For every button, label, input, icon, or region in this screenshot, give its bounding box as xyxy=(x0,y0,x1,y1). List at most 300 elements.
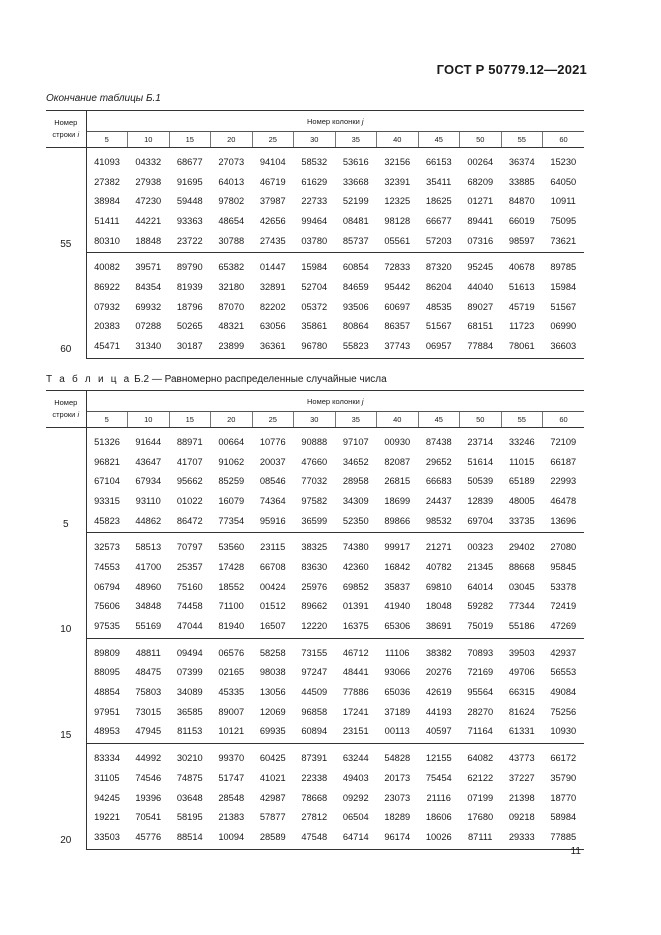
random-number-cell: 44040 xyxy=(467,281,494,292)
column-number-header: Номер колонки j xyxy=(86,111,584,132)
random-number-cell: 15984 xyxy=(550,281,577,292)
random-number-cell: 24437 xyxy=(425,495,452,506)
table-row xyxy=(46,191,584,211)
table-row xyxy=(46,253,584,277)
random-number-cell: 42937 xyxy=(550,647,577,658)
random-number-cell: 38691 xyxy=(418,616,460,638)
random-number-cell: 69935 xyxy=(252,722,294,744)
random-number-cell: 70541 xyxy=(135,812,162,823)
random-number-cell: 67934 xyxy=(135,476,162,487)
random-number-cell: 09292 xyxy=(342,792,369,803)
random-number-cell: 77884 xyxy=(460,336,502,358)
random-number-cell: 05372 xyxy=(301,301,328,312)
random-number-cell: 21271 xyxy=(425,542,452,553)
random-number-cell: 35411 xyxy=(426,176,452,187)
random-number-cell: 07316 xyxy=(460,231,502,253)
random-number-cell: 87438 xyxy=(425,436,452,447)
random-number-cell: 06504 xyxy=(342,812,369,823)
random-number-cell: 12155 xyxy=(425,753,452,764)
random-number-cell: 93363 xyxy=(176,215,203,226)
random-number-cell: 91062 xyxy=(218,456,245,467)
table-row xyxy=(46,491,584,511)
random-number-cell: 00664 xyxy=(218,436,245,447)
random-number-cell: 68151 xyxy=(467,321,494,332)
column-number: 45 xyxy=(418,132,460,148)
random-number-cell: 48960 xyxy=(135,581,162,592)
random-number-cell: 73015 xyxy=(135,706,162,717)
random-number-cell: 75160 xyxy=(176,581,203,592)
table-row xyxy=(46,616,584,638)
random-number-cell: 87391 xyxy=(301,753,328,764)
random-number-cell: 83630 xyxy=(301,561,328,572)
column-number: 60 xyxy=(543,132,585,148)
random-number-cell: 08481 xyxy=(342,215,369,226)
random-number-cell: 66187 xyxy=(550,456,577,467)
random-number-cell: 99370 xyxy=(218,753,245,764)
random-number-cell: 64082 xyxy=(467,753,494,764)
random-number-cell: 32156 xyxy=(384,156,411,167)
random-number-cell: 41021 xyxy=(259,772,286,783)
random-number-cell: 58195 xyxy=(176,812,203,823)
random-number-cell: 07288 xyxy=(135,321,162,332)
random-number-cell: 22733 xyxy=(301,196,328,207)
random-number-cell: 80310 xyxy=(86,231,128,253)
column-number: 5 xyxy=(86,132,128,148)
table-row xyxy=(46,827,584,849)
random-number-cell: 55823 xyxy=(335,336,377,358)
random-number-cell: 18606 xyxy=(425,812,452,823)
random-number-cell: 51614 xyxy=(467,456,494,467)
random-number-cell: 03648 xyxy=(176,792,203,803)
random-number-cell: 54828 xyxy=(384,753,411,764)
random-number-cell: 33503 xyxy=(86,827,128,849)
table-row xyxy=(46,452,584,472)
random-number-cell: 27938 xyxy=(135,176,162,187)
random-number-cell: 18848 xyxy=(128,231,170,253)
random-number-cell: 41700 xyxy=(135,561,162,572)
random-number-cell: 42987 xyxy=(259,792,286,803)
random-number-cell: 48953 xyxy=(86,722,128,744)
random-number-cell: 20173 xyxy=(384,772,411,783)
random-number-cell: 21345 xyxy=(467,561,494,572)
random-number-cell: 83334 xyxy=(94,753,120,764)
random-number-cell: 16842 xyxy=(384,561,411,572)
random-number-cell: 48854 xyxy=(94,687,120,698)
random-number-cell: 71164 xyxy=(460,722,502,744)
random-number-cell: 51567 xyxy=(550,301,577,312)
random-number-cell: 09494 xyxy=(176,647,203,658)
random-number-cell: 47945 xyxy=(128,722,170,744)
random-number-cell: 10121 xyxy=(211,722,253,744)
random-number-cell: 19396 xyxy=(135,792,162,803)
table1-caption: Окончание таблицы Б.1 xyxy=(46,93,161,104)
random-number-cell: 34309 xyxy=(342,495,369,506)
random-number-cell: 97535 xyxy=(86,616,128,638)
random-number-cell: 50539 xyxy=(467,476,494,487)
random-number-cell: 80864 xyxy=(342,321,369,332)
random-number-cell: 46478 xyxy=(550,495,577,506)
random-number-cell: 77032 xyxy=(301,476,328,487)
table-row xyxy=(46,788,584,808)
random-number-cell: 23151 xyxy=(335,722,377,744)
table-row xyxy=(46,638,584,662)
random-number-cell: 95916 xyxy=(252,511,294,533)
random-number-cell: 03780 xyxy=(294,231,336,253)
random-number-cell: 06957 xyxy=(418,336,460,358)
random-number-cell: 51613 xyxy=(508,281,535,292)
random-number-cell: 48441 xyxy=(342,667,369,678)
random-number-cell: 81153 xyxy=(169,722,211,744)
random-number-cell: 95442 xyxy=(384,281,411,292)
random-number-cell: 62122 xyxy=(467,772,494,783)
random-number-cell: 18048 xyxy=(425,601,452,612)
random-number-cell: 98038 xyxy=(259,667,286,678)
random-number-cell: 30187 xyxy=(169,336,211,358)
random-number-cell: 43773 xyxy=(508,753,535,764)
column-number: 60 xyxy=(543,412,585,428)
random-number-cell: 96174 xyxy=(377,827,419,849)
random-number-cell: 73621 xyxy=(543,231,585,253)
random-number-cell: 68209 xyxy=(467,176,494,187)
random-number-cell: 50265 xyxy=(176,321,203,332)
random-number-cell: 00424 xyxy=(259,581,286,592)
random-number-cell: 36599 xyxy=(294,511,336,533)
random-number-cell: 98597 xyxy=(501,231,543,253)
random-number-cell: 84354 xyxy=(135,281,162,292)
random-number-cell: 66677 xyxy=(425,215,452,226)
random-number-cell: 01271 xyxy=(467,196,494,207)
random-number-cell: 23899 xyxy=(211,336,253,358)
random-number-cell: 55169 xyxy=(128,616,170,638)
random-number-cell: 78668 xyxy=(301,792,328,803)
random-number-cell: 61629 xyxy=(301,176,328,187)
random-number-cell: 44992 xyxy=(135,753,162,764)
random-number-cell: 30788 xyxy=(211,231,253,253)
random-number-cell: 12220 xyxy=(294,616,336,638)
random-number-cell: 95564 xyxy=(467,687,494,698)
random-number-cell: 84659 xyxy=(342,281,369,292)
random-number-cell: 51411 xyxy=(94,215,120,226)
random-number-cell: 44862 xyxy=(128,511,170,533)
random-number-cell: 66708 xyxy=(259,561,286,572)
column-number: 15 xyxy=(169,412,211,428)
random-number-cell: 25976 xyxy=(301,581,328,592)
random-number-cell: 75095 xyxy=(550,215,577,226)
random-number-cell: 36361 xyxy=(252,336,294,358)
random-number-cell: 63056 xyxy=(259,321,286,332)
random-number-cell: 37189 xyxy=(384,706,411,717)
table-row xyxy=(46,277,584,297)
random-number-cell: 58532 xyxy=(301,156,328,167)
random-number-cell: 21398 xyxy=(508,792,535,803)
random-number-cell: 97247 xyxy=(301,667,328,678)
row-group-number: 20 xyxy=(46,744,86,849)
table-row xyxy=(46,317,584,337)
random-number-cell: 87111 xyxy=(460,827,502,849)
random-number-cell: 20276 xyxy=(425,667,452,678)
random-number-cell: 89809 xyxy=(94,647,120,658)
random-number-cell: 32180 xyxy=(218,281,245,292)
table-row xyxy=(46,336,584,358)
random-number-cell: 66153 xyxy=(425,156,452,167)
table-row xyxy=(46,533,584,557)
random-number-cell: 65306 xyxy=(377,616,419,638)
random-number-cell: 97582 xyxy=(301,495,328,506)
random-number-cell: 18699 xyxy=(384,495,411,506)
random-number-cell: 58984 xyxy=(550,812,577,823)
random-number-cell: 18796 xyxy=(176,301,203,312)
random-number-cell: 71100 xyxy=(218,601,244,612)
random-number-cell: 86472 xyxy=(169,511,211,533)
random-number-cell: 39571 xyxy=(135,262,162,273)
random-number-cell: 90888 xyxy=(301,436,328,447)
random-number-cell: 93110 xyxy=(135,495,161,506)
random-number-cell: 95662 xyxy=(176,476,203,487)
random-number-cell: 93506 xyxy=(342,301,369,312)
random-number-cell: 00113 xyxy=(377,722,419,744)
column-number: 10 xyxy=(128,132,170,148)
random-number-cell: 72833 xyxy=(384,262,411,273)
random-number-cell: 33668 xyxy=(342,176,369,187)
random-number-cell: 41707 xyxy=(176,456,203,467)
random-number-cell: 10026 xyxy=(418,827,460,849)
random-number-cell: 09218 xyxy=(508,812,535,823)
random-number-cell: 44509 xyxy=(301,687,328,698)
random-number-cell: 89007 xyxy=(218,706,245,717)
random-number-cell: 29333 xyxy=(501,827,543,849)
random-number-cell: 88668 xyxy=(508,561,535,572)
random-number-cell: 00930 xyxy=(384,436,411,447)
table-row xyxy=(46,702,584,722)
random-number-cell: 47230 xyxy=(135,196,162,207)
random-number-cell: 12069 xyxy=(259,706,286,717)
random-number-cell: 04332 xyxy=(135,156,162,167)
random-number-cell: 10930 xyxy=(543,722,585,744)
random-number-cell: 15984 xyxy=(301,262,328,273)
random-number-cell: 00323 xyxy=(467,542,494,553)
random-number-cell: 68677 xyxy=(176,156,203,167)
random-number-cell: 66315 xyxy=(508,687,535,698)
random-number-cell: 98128 xyxy=(384,215,411,226)
random-number-cell: 74364 xyxy=(259,495,286,506)
random-number-cell: 77354 xyxy=(211,511,253,533)
random-number-cell: 52199 xyxy=(342,196,369,207)
random-number-cell: 47269 xyxy=(543,616,585,638)
random-number-cell: 27435 xyxy=(252,231,294,253)
random-number-cell: 38984 xyxy=(94,196,120,207)
random-number-cell: 81939 xyxy=(176,281,203,292)
random-number-cell: 17241 xyxy=(342,706,369,717)
random-number-cell: 65036 xyxy=(384,687,411,698)
random-number-cell: 27073 xyxy=(218,156,245,167)
row-number-header: Номер строки i xyxy=(46,111,86,148)
random-number-cell: 16375 xyxy=(335,616,377,638)
random-number-cell: 22338 xyxy=(301,772,328,783)
random-number-cell: 75019 xyxy=(460,616,502,638)
random-number-cell: 36585 xyxy=(176,706,203,717)
random-number-cell: 59282 xyxy=(467,601,494,612)
random-number-cell: 32573 xyxy=(94,542,120,553)
random-number-cell: 42619 xyxy=(425,687,452,698)
random-number-cell: 30210 xyxy=(176,753,203,764)
random-number-cell: 72109 xyxy=(550,436,577,447)
table-row xyxy=(46,768,584,788)
random-number-cell: 85259 xyxy=(218,476,245,487)
random-number-cell: 42656 xyxy=(259,215,286,226)
random-number-cell: 87320 xyxy=(425,262,452,273)
random-number-cell: 35790 xyxy=(550,772,577,783)
column-number: 25 xyxy=(252,132,294,148)
column-number: 50 xyxy=(460,412,502,428)
random-number-cell: 13696 xyxy=(543,511,585,533)
random-number-cell: 64714 xyxy=(335,827,377,849)
random-number-cell: 75606 xyxy=(94,601,120,612)
column-numbers-row xyxy=(46,132,584,148)
random-number-cell: 59448 xyxy=(176,196,203,207)
random-number-cell: 51567 xyxy=(425,321,452,332)
random-number-cell: 75454 xyxy=(425,772,452,783)
random-number-cell: 23714 xyxy=(467,436,494,447)
random-number-cell: 53560 xyxy=(218,542,245,553)
random-number-cell: 72419 xyxy=(550,601,577,612)
random-number-cell: 99917 xyxy=(384,542,411,553)
random-number-cell: 48654 xyxy=(218,215,245,226)
random-number-cell: 37227 xyxy=(508,772,535,783)
random-number-cell: 51747 xyxy=(218,772,245,783)
random-number-cell: 16507 xyxy=(252,616,294,638)
random-number-cell: 34848 xyxy=(135,601,162,612)
table-row xyxy=(46,172,584,192)
random-number-cell: 89441 xyxy=(467,215,494,226)
random-number-cell: 46719 xyxy=(259,176,286,187)
random-number-cell: 60425 xyxy=(259,753,286,764)
random-number-cell: 46712 xyxy=(342,647,369,658)
table-row xyxy=(46,807,584,827)
random-number-cell: 38382 xyxy=(425,647,452,658)
random-number-cell: 41093 xyxy=(94,156,120,167)
random-number-cell: 91644 xyxy=(135,436,162,447)
random-number-cell: 01391 xyxy=(342,601,369,612)
random-number-cell: 66683 xyxy=(425,476,452,487)
column-number: 40 xyxy=(377,132,419,148)
table-row xyxy=(46,557,584,577)
random-number-cell: 45776 xyxy=(128,827,170,849)
column-number: 30 xyxy=(294,412,336,428)
random-number-cell: 29402 xyxy=(508,542,535,553)
table-row xyxy=(46,231,584,253)
random-number-cell: 17428 xyxy=(218,561,245,572)
random-number-cell: 61331 xyxy=(501,722,543,744)
column-number: 20 xyxy=(211,132,253,148)
random-number-cell: 86357 xyxy=(384,321,411,332)
random-number-cell: 77344 xyxy=(508,601,535,612)
random-number-cell: 81624 xyxy=(508,706,535,717)
random-number-cell: 96780 xyxy=(294,336,336,358)
column-number: 45 xyxy=(418,412,460,428)
column-number: 50 xyxy=(460,132,502,148)
random-number-cell: 87070 xyxy=(218,301,245,312)
random-number-cell: 69852 xyxy=(342,581,369,592)
random-number-cell: 20383 xyxy=(94,321,120,332)
random-number-cell: 94245 xyxy=(94,792,120,803)
table-row xyxy=(46,597,584,617)
random-number-cell: 37743 xyxy=(377,336,419,358)
random-number-cell: 69932 xyxy=(135,301,162,312)
random-number-cell: 51326 xyxy=(94,436,120,447)
random-number-cell: 18552 xyxy=(218,581,245,592)
random-number-cell: 60697 xyxy=(384,301,411,312)
random-number-cell: 23115 xyxy=(260,542,286,553)
random-number-cell: 12839 xyxy=(467,495,494,506)
random-number-cell: 49084 xyxy=(550,687,577,698)
random-number-cell: 86922 xyxy=(94,281,120,292)
random-number-cell: 19221 xyxy=(94,812,120,823)
random-number-cell: 64050 xyxy=(550,176,577,187)
random-number-cell: 32391 xyxy=(384,176,411,187)
table-row xyxy=(46,744,584,768)
random-number-cell: 88971 xyxy=(176,436,203,447)
random-number-cell: 70797 xyxy=(176,542,203,553)
random-number-cell: 41940 xyxy=(384,601,411,612)
random-number-cell: 49706 xyxy=(508,667,535,678)
random-number-cell: 01447 xyxy=(259,262,286,273)
table-row xyxy=(46,148,584,172)
column-numbers-row xyxy=(46,412,584,428)
random-number-cell: 17680 xyxy=(467,812,494,823)
random-number-cell: 21383 xyxy=(218,812,245,823)
random-number-cell: 97802 xyxy=(218,196,245,207)
uniform-random-numbers-table xyxy=(46,390,584,850)
random-number-cell: 74553 xyxy=(94,561,120,572)
random-number-cell: 10094 xyxy=(211,827,253,849)
random-number-cell: 15230 xyxy=(550,156,577,167)
random-number-cell: 45471 xyxy=(86,336,128,358)
random-number-cell: 06794 xyxy=(94,581,120,592)
random-number-cell: 81940 xyxy=(211,616,253,638)
random-number-cell: 75256 xyxy=(550,706,577,717)
page-number: 11 xyxy=(570,846,581,857)
random-number-cell: 05561 xyxy=(377,231,419,253)
random-number-cell: 18625 xyxy=(425,196,452,207)
random-number-cell: 98532 xyxy=(418,511,460,533)
random-number-cell: 45719 xyxy=(508,301,535,312)
random-number-cell: 18289 xyxy=(384,812,411,823)
column-number: 35 xyxy=(335,412,377,428)
random-number-cell: 03045 xyxy=(508,581,535,592)
random-number-cell: 47660 xyxy=(301,456,328,467)
random-number-cell: 11015 xyxy=(509,456,535,467)
table-row xyxy=(46,577,584,597)
random-number-cell: 07199 xyxy=(467,792,494,803)
table-row xyxy=(46,511,584,533)
random-number-cell: 66172 xyxy=(550,753,577,764)
random-number-cell: 99464 xyxy=(301,215,328,226)
random-number-cell: 94104 xyxy=(259,156,286,167)
random-number-cell: 44193 xyxy=(425,706,452,717)
random-number-cell: 89866 xyxy=(377,511,419,533)
random-number-cell: 06576 xyxy=(218,647,245,658)
random-number-cell: 85737 xyxy=(335,231,377,253)
random-number-cell: 95845 xyxy=(550,561,577,572)
random-number-cell: 53378 xyxy=(550,581,577,592)
random-number-cell: 00264 xyxy=(467,156,494,167)
random-number-cell: 45823 xyxy=(86,511,128,533)
random-number-cell: 74458 xyxy=(176,601,203,612)
column-number: 25 xyxy=(252,412,294,428)
random-number-cell: 93315 xyxy=(94,495,120,506)
random-number-cell: 91695 xyxy=(176,176,203,187)
random-number-cell: 35861 xyxy=(301,321,328,332)
